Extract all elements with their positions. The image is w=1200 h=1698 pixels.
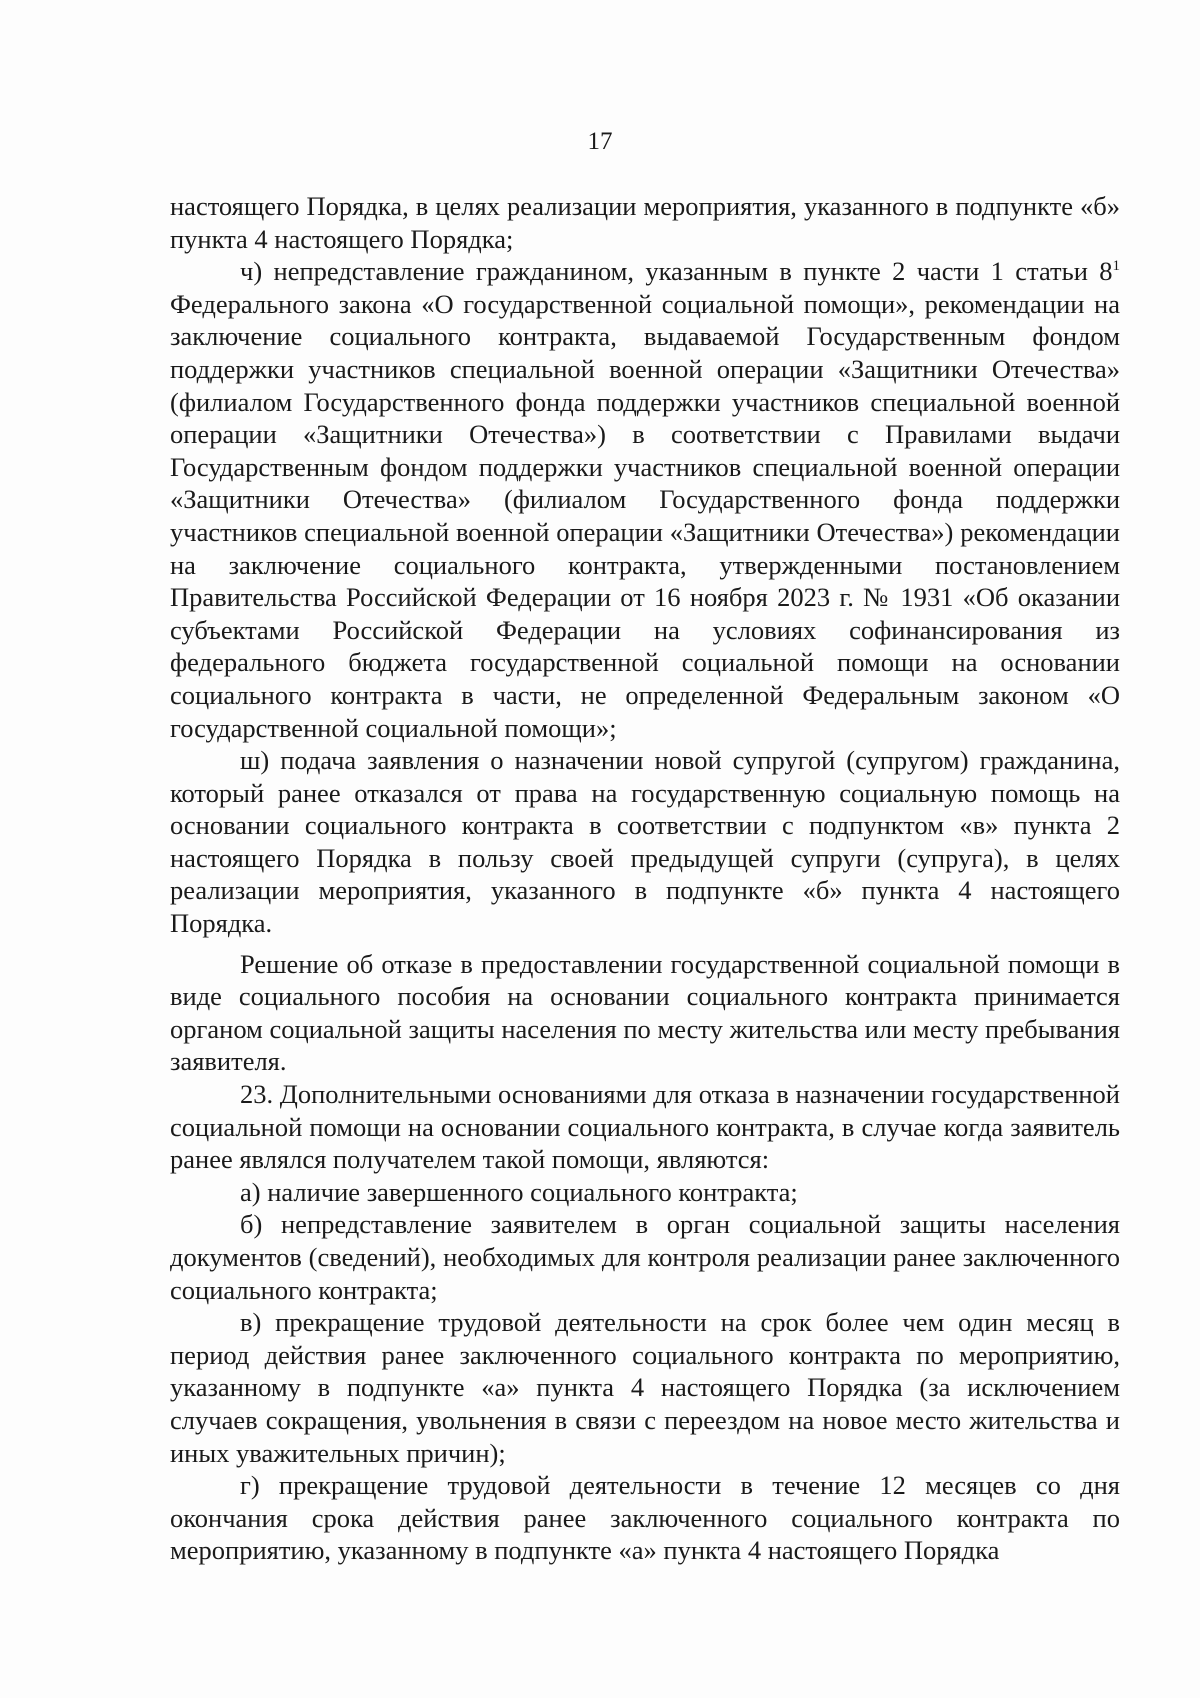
superscript: 1	[1112, 258, 1120, 275]
paragraph-continuation: настоящего Порядка, в целях реализации мероприятия, указанного в подпункте «б» пункта 4 настоящего Порядка;	[170, 191, 1120, 254]
paragraph-item-ch	[170, 255, 1120, 744]
paragraph-item-a: а) наличие завершенного социального контракта;	[240, 1176, 798, 1207]
page-number: 17	[587, 128, 613, 155]
paragraph-text: ч) непредставление гражданином, указанным в пункте 2 части 1 статьи 8	[240, 256, 1113, 287]
paragraph-section-23: 23. Дополнительными основаниями для отказа в назначении государственной социальной помощи на основании социального контракта, в случае когда заявитель ранее являлся получателем такой помощи, являются:	[170, 1079, 1120, 1175]
paragraph-item-b: б) непредставление заявителем в орган социальной защиты населения документов (сведений), необходимых для контроля реализации ранее заключенного социального контракта;	[170, 1209, 1120, 1305]
paragraph-decision: Решение об отказе в предоставлении государственной социальной помощи в виде социального пособия на основании социального контракта принимается органом социальной защиты населения по месту жительства или месту пребывания заявителя.	[170, 948, 1120, 1077]
document-body	[170, 190, 1120, 1567]
paragraph-item-g: г) прекращение трудовой деятельности в течение 12 месяцев со дня окончания срока действия ранее заключенного социального контракта по мероприятию, указанному в подпункте «а» пункта 4 настоящего Порядка	[170, 1470, 1120, 1566]
paragraph-item-v: в) прекращение трудовой деятельности на срок более чем один месяц в период действия ранее заключенного социального контракта по мероприятию, указанному в подпункте «а» пункта 4 настоящего Порядка (за исключением случаев сокращения, увольнения в связи с переездом на новое место жительства и иных уважительных причин);	[170, 1307, 1120, 1468]
paragraph-item-sh: ш) подача заявления о назначении новой супругой (супругом) гражданина, который ранее отказался от права на государственную социальную помощь на основании социального контракта в соответствии с подпунктом «в» пункта 2 настоящего Порядка в пользу своей предыдущей супруги (супруга), в целях реализации мероприятия, указанного в подпункте «б» пункта 4 настоящего Порядка.	[170, 745, 1120, 939]
paragraph-text: Федерального закона «О государственной социальной помощи», рекомендации на заключение социального контракта, выдаваемой Государственным фондом поддержки участников специальной военной операции «Защитники Отечества» (филиалом Государственного фонда поддержки участников специальной военной операции «Защитники Отечества») в соответствии с Правилами выдачи Государственным фондом поддержки участников специальной военной операции «Защитники Отечества» (филиалом Государственного фонда поддержки участников специальной военной операции «Защитники Отечества») рекомендации на заключение социального контракта, утвержденными постановлением Правительства Российской Федерации от 16 ноября 2023 г. № 1931 «Об оказании субъектами Российской Федерации на условиях софинансирования из федерального бюджета государственной социальной помощи на основании социального контракта в части, не определенной Федеральным законом «О государственной социальной помощи»;	[170, 288, 1120, 743]
